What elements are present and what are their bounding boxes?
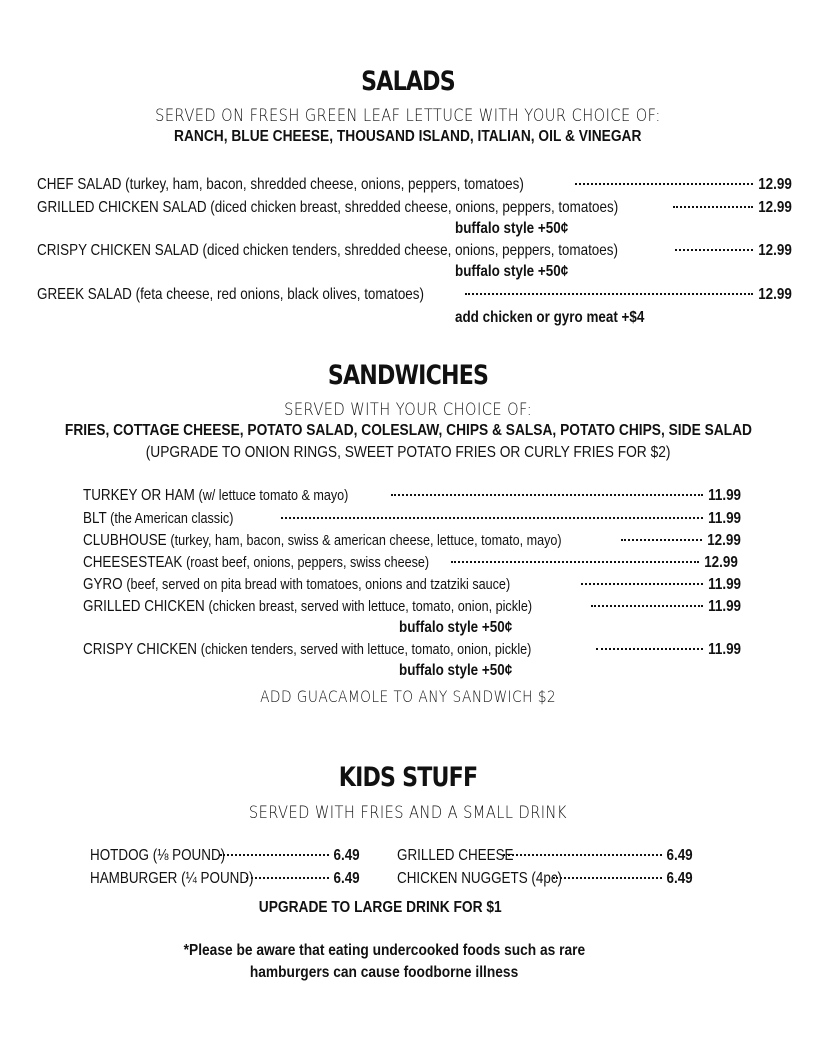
kids-subtitle: SERVED WITH FRIES AND A SMALL DRINK: [248, 803, 568, 823]
kids-upgrade: UPGRADE TO LARGE DRINK FOR $1: [258, 899, 502, 916]
item-price: 12.99: [704, 554, 738, 571]
item-price: 11.99: [707, 598, 741, 615]
leader-dots: [220, 854, 329, 856]
menu-item-crispy-chicken-salad: [37, 242, 795, 260]
menu-item-hotdog: [90, 847, 362, 865]
item-price: 12.99: [758, 199, 792, 216]
item-note: add chicken or gyro meat +$4: [455, 309, 645, 326]
item-name: HOTDOG (⅛ POUND): [90, 847, 226, 864]
salads-title: SALADS: [361, 66, 455, 97]
leader-dots: [451, 561, 699, 563]
sandwiches-upgrade: (UPGRADE TO ONION RINGS, SWEET POTATO FRIES OR CURLY FRIES FOR $2): [145, 444, 671, 461]
menu-item-greek-salad: [37, 286, 795, 304]
leader-dots: [621, 539, 702, 541]
item-name: GRILLED CHICKEN (chicken breast, served with lettuce, tomato, onion, pickle): [83, 598, 533, 615]
disclaimer-line-2: hamburgers can cause foodborne illness: [249, 964, 519, 981]
leader-dots: [281, 517, 703, 519]
item-price: 6.49: [666, 847, 693, 864]
leader-dots: [553, 877, 662, 879]
leader-dots: [596, 648, 703, 650]
item-name: CHEF SALAD (turkey, ham, bacon, shredded cheese, onions, peppers, tomatoes): [37, 176, 524, 193]
item-price: 12.99: [758, 176, 792, 193]
sandwiches-addon: ADD GUACAMOLE TO ANY SANDWICH $2: [259, 687, 556, 706]
leader-dots: [581, 583, 703, 585]
item-name: GRILLED CHEESE: [397, 847, 514, 864]
item-name: GREEK SALAD (feta cheese, red onions, black olives, tomatoes): [37, 286, 424, 303]
item-note: buffalo style +50¢: [455, 220, 569, 237]
menu-item-gyro: [83, 576, 744, 594]
item-price: 12.99: [758, 242, 792, 259]
item-note: buffalo style +50¢: [399, 619, 513, 636]
item-price: 6.49: [666, 870, 693, 887]
item-price: 12.99: [758, 286, 792, 303]
menu-item-grilled-chicken: [83, 598, 744, 616]
sandwiches-subtitle: SERVED WITH YOUR CHOICE OF:: [284, 400, 532, 420]
disclaimer-line-1: *Please be aware that eating undercooked foods such as rare: [183, 942, 585, 959]
sandwiches-title: SANDWICHES: [327, 360, 489, 391]
item-price: 11.99: [707, 510, 741, 527]
leader-dots: [591, 605, 703, 607]
menu-item-crispy-chicken: [83, 641, 744, 659]
leader-dots: [391, 494, 703, 496]
menu-item-cheesesteak: [83, 554, 741, 572]
menu-item-hamburger: [90, 870, 362, 888]
leader-dots: [673, 206, 753, 208]
menu-item-turkey-or-ham: [83, 487, 744, 505]
leader-dots: [675, 249, 753, 251]
item-name: TURKEY OR HAM (w/ lettuce tomato & mayo): [83, 487, 349, 504]
item-name: GYRO (beef, served on pita bread with tomatoes, onions and tzatziki sauce): [83, 576, 511, 593]
salads-dressings: RANCH, BLUE CHEESE, THOUSAND ISLAND, ITALIAN, OIL & VINEGAR: [174, 128, 642, 145]
item-price: 12.99: [707, 532, 741, 549]
item-name: BLT (the American classic): [83, 510, 234, 527]
menu-item-grilled-chicken-salad: [37, 199, 795, 217]
item-price: 6.49: [333, 870, 360, 887]
item-price: 11.99: [707, 487, 741, 504]
item-name: HAMBURGER (¼ POUND): [90, 870, 254, 887]
leader-dots: [465, 293, 753, 295]
sandwiches-sides: FRIES, COTTAGE CHEESE, POTATO SALAD, COLESLAW, CHIPS & SALSA, POTATO CHIPS, SIDE SALAD: [64, 422, 752, 439]
item-name: CHICKEN NUGGETS (4pc): [397, 870, 563, 887]
menu-item-chicken-nuggets: [397, 870, 695, 888]
item-price: 11.99: [707, 576, 741, 593]
item-price: 11.99: [707, 641, 741, 658]
item-name: CLUBHOUSE (turkey, ham, bacon, swiss & american cheese, lettuce, tomato, mayo): [83, 532, 562, 549]
leader-dots: [503, 854, 662, 856]
menu-item-clubhouse: [83, 532, 744, 550]
kids-title: KIDS STUFF: [338, 762, 478, 793]
item-note: buffalo style +50¢: [399, 662, 513, 679]
item-name: CRISPY CHICKEN SALAD (diced chicken tenders, shredded cheese, onions, peppers, tomatoes): [37, 242, 618, 259]
menu-item-blt: [83, 510, 744, 528]
item-name: CRISPY CHICKEN (chicken tenders, served with lettuce, tomato, onion, pickle): [83, 641, 532, 658]
item-note: buffalo style +50¢: [455, 263, 569, 280]
menu-item-grilled-cheese: [397, 847, 695, 865]
menu-item-chef-salad: [37, 176, 795, 194]
leader-dots: [575, 183, 753, 185]
item-name: GRILLED CHICKEN SALAD (diced chicken breast, shredded cheese, onions, peppers, tomatoes): [37, 199, 619, 216]
item-name: CHEESESTEAK (roast beef, onions, peppers, swiss cheese): [83, 554, 430, 571]
leader-dots: [246, 877, 329, 879]
salads-subtitle: SERVED ON FRESH GREEN LEAF LETTUCE WITH YOUR CHOICE OF:: [155, 106, 661, 126]
item-price: 6.49: [333, 847, 360, 864]
